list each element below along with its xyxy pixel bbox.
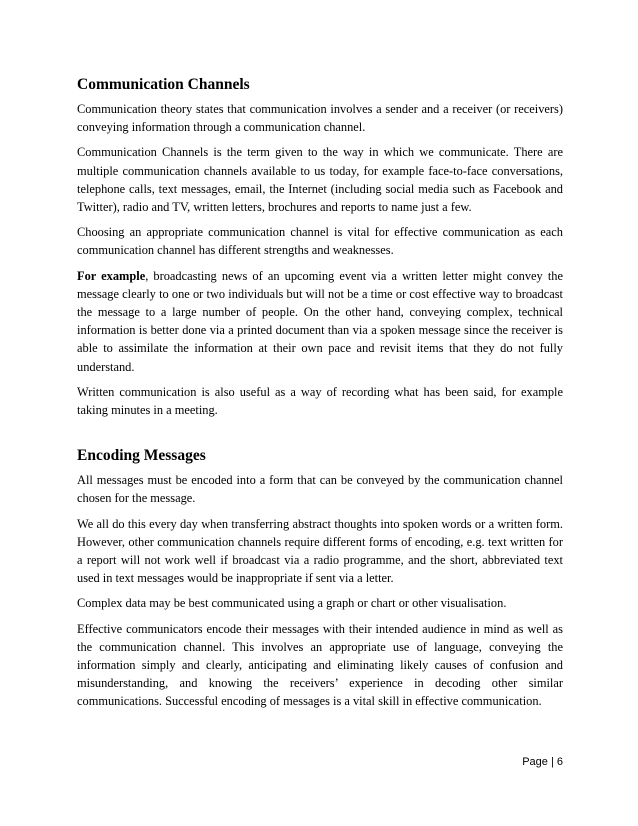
section-heading-encoding-messages: Encoding Messages	[77, 447, 206, 465]
paragraph-bold-lead: For example	[77, 268, 146, 283]
paragraph: Communication Channels is the term given to the way in which we communicate. There are multiple communication channels available to us today, for example face-to-face conversations, telephone calls, text messages, email, the Internet (including social media such as Facebook and Twitter), radio and TV, written letters, brochures and reports to name just a few.	[77, 145, 563, 215]
paragraph	[77, 267, 563, 376]
page-content	[77, 66, 563, 718]
paragraph: Complex data may be best communicated using a graph or chart or other visualisation.	[77, 596, 507, 611]
paragraph: Written communication is also useful as a way of recording what has been said, for example taking minutes in a meeting.	[77, 384, 563, 418]
section-spacer	[77, 426, 563, 447]
paragraph: Choosing an appropriate communication channel is vital for effective communication as each communication channel has different strengths and weaknesses.	[77, 225, 563, 258]
page-number-footer: Page | 6	[522, 756, 563, 768]
paragraph-text: , broadcasting news of an upcoming event via a written letter might convey the message clearly to one or two individuals but will not be a time or cost effective way to broadcast the message to a large number of people. On the other hand, conveying complex, technical information is better done via a printed document than via a spoken message since the receiver is able to assimilate the information at their own pace and revisit items that they do not fully understand.	[77, 268, 563, 374]
paragraph: Communication theory states that communication involves a sender and a receiver (or receivers) conveying information through a communication channel.	[77, 102, 563, 135]
paragraph: We all do this every day when transferring abstract thoughts into spoken words or a written form. However, other communication channels require different forms of encoding, e.g. text written for a report will not work well if broadcast via a radio programme, and the short, abbreviated text used in text messages would be inappropriate if sent via a letter.	[77, 516, 563, 586]
paragraph: Effective communicators encode their messages with their intended audience in mind as well as the communication channel. This involves an appropriate use of language, conveying the information simply and clearly, anticipating and eliminating likely causes of confusion and misunderstanding, and knowing the receivers’ experience in decoding other similar communications. Successful encoding of messages is a vital skill in effective communication.	[77, 621, 563, 709]
paragraph: All messages must be encoded into a form that can be conveyed by the communication channel chosen for the message.	[77, 473, 563, 506]
section-heading-communication-channels: Communication Channels	[77, 76, 250, 93]
